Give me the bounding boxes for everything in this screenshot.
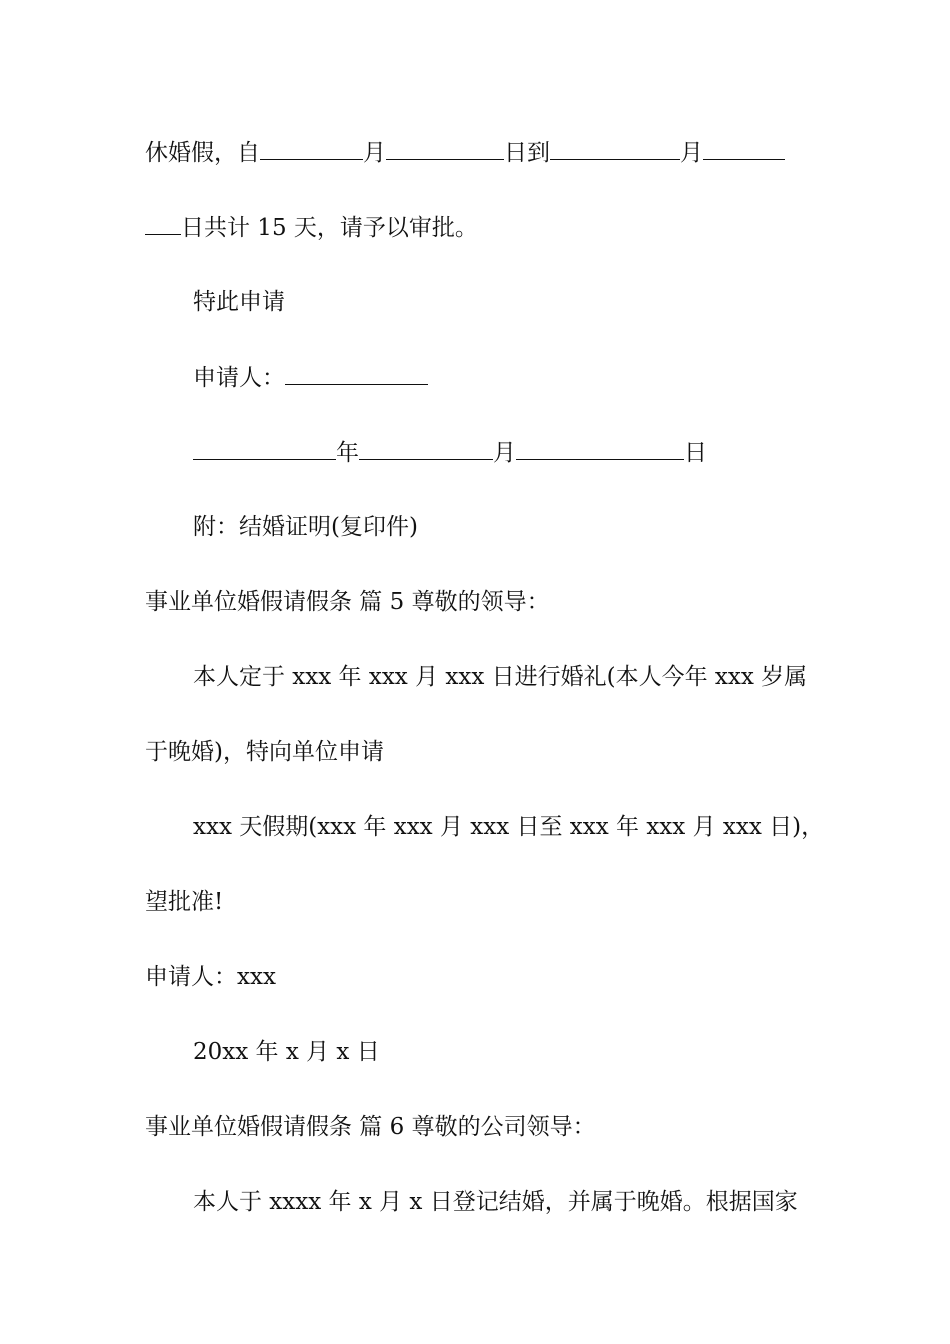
section-5-paragraph-1: 本人定于 xxx 年 xxx 月 xxx 日进行婚礼(本人今年 xxx 岁属 xyxy=(193,664,808,690)
leave-period-line xyxy=(145,137,785,168)
start-month-blank xyxy=(260,137,363,160)
end-day-blank-part1 xyxy=(703,137,785,160)
section-5-paragraph-2: xxx 天假期(xxx 年 xxx 月 xxx 日至 xxx 年 xxx 月 xxx 日)， xyxy=(193,814,825,840)
day-label: 日 xyxy=(684,440,707,466)
day-to-label: 日到 xyxy=(504,140,550,166)
section-5-applicant: 申请人：xxx xyxy=(145,964,276,990)
month-label-3: 月 xyxy=(493,440,516,466)
leave-period-start-text: 休婚假，自 xyxy=(145,140,260,166)
leave-total-text: 日共计 15 天，请予以审批。 xyxy=(181,215,478,241)
day-blank xyxy=(516,437,684,460)
applicant-name-blank xyxy=(285,362,428,385)
year-label: 年 xyxy=(336,440,359,466)
section-5-paragraph-1-cont: 于晚婚)，特向单位申请 xyxy=(145,739,384,765)
month-label-2: 月 xyxy=(680,140,703,166)
applicant-label: 申请人： xyxy=(193,365,285,391)
end-month-blank xyxy=(550,137,680,160)
section-5-paragraph-2-cont: 望批准! xyxy=(145,889,224,915)
month-blank xyxy=(359,437,493,460)
section-5-heading: 事业单位婚假请假条 篇 5 尊敬的领导： xyxy=(145,589,550,615)
year-blank xyxy=(193,437,336,460)
start-day-blank xyxy=(386,137,504,160)
section-6-heading: 事业单位婚假请假条 篇 6 尊敬的公司领导： xyxy=(145,1114,596,1140)
applicant-line xyxy=(193,362,428,393)
end-day-blank-part2 xyxy=(145,212,181,235)
month-label: 月 xyxy=(363,140,386,166)
section-5-date: 20xx 年 x 月 x 日 xyxy=(193,1039,380,1065)
attachment-text: 附：结婚证明(复印件) xyxy=(193,514,418,540)
date-blank-line xyxy=(193,437,707,468)
hereby-apply-text: 特此申请 xyxy=(193,289,285,315)
leave-total-line xyxy=(145,212,478,243)
section-6-paragraph-1: 本人于 xxxx 年 x 月 x 日登记结婚，并属于晚婚。根据国家 xyxy=(193,1189,798,1215)
